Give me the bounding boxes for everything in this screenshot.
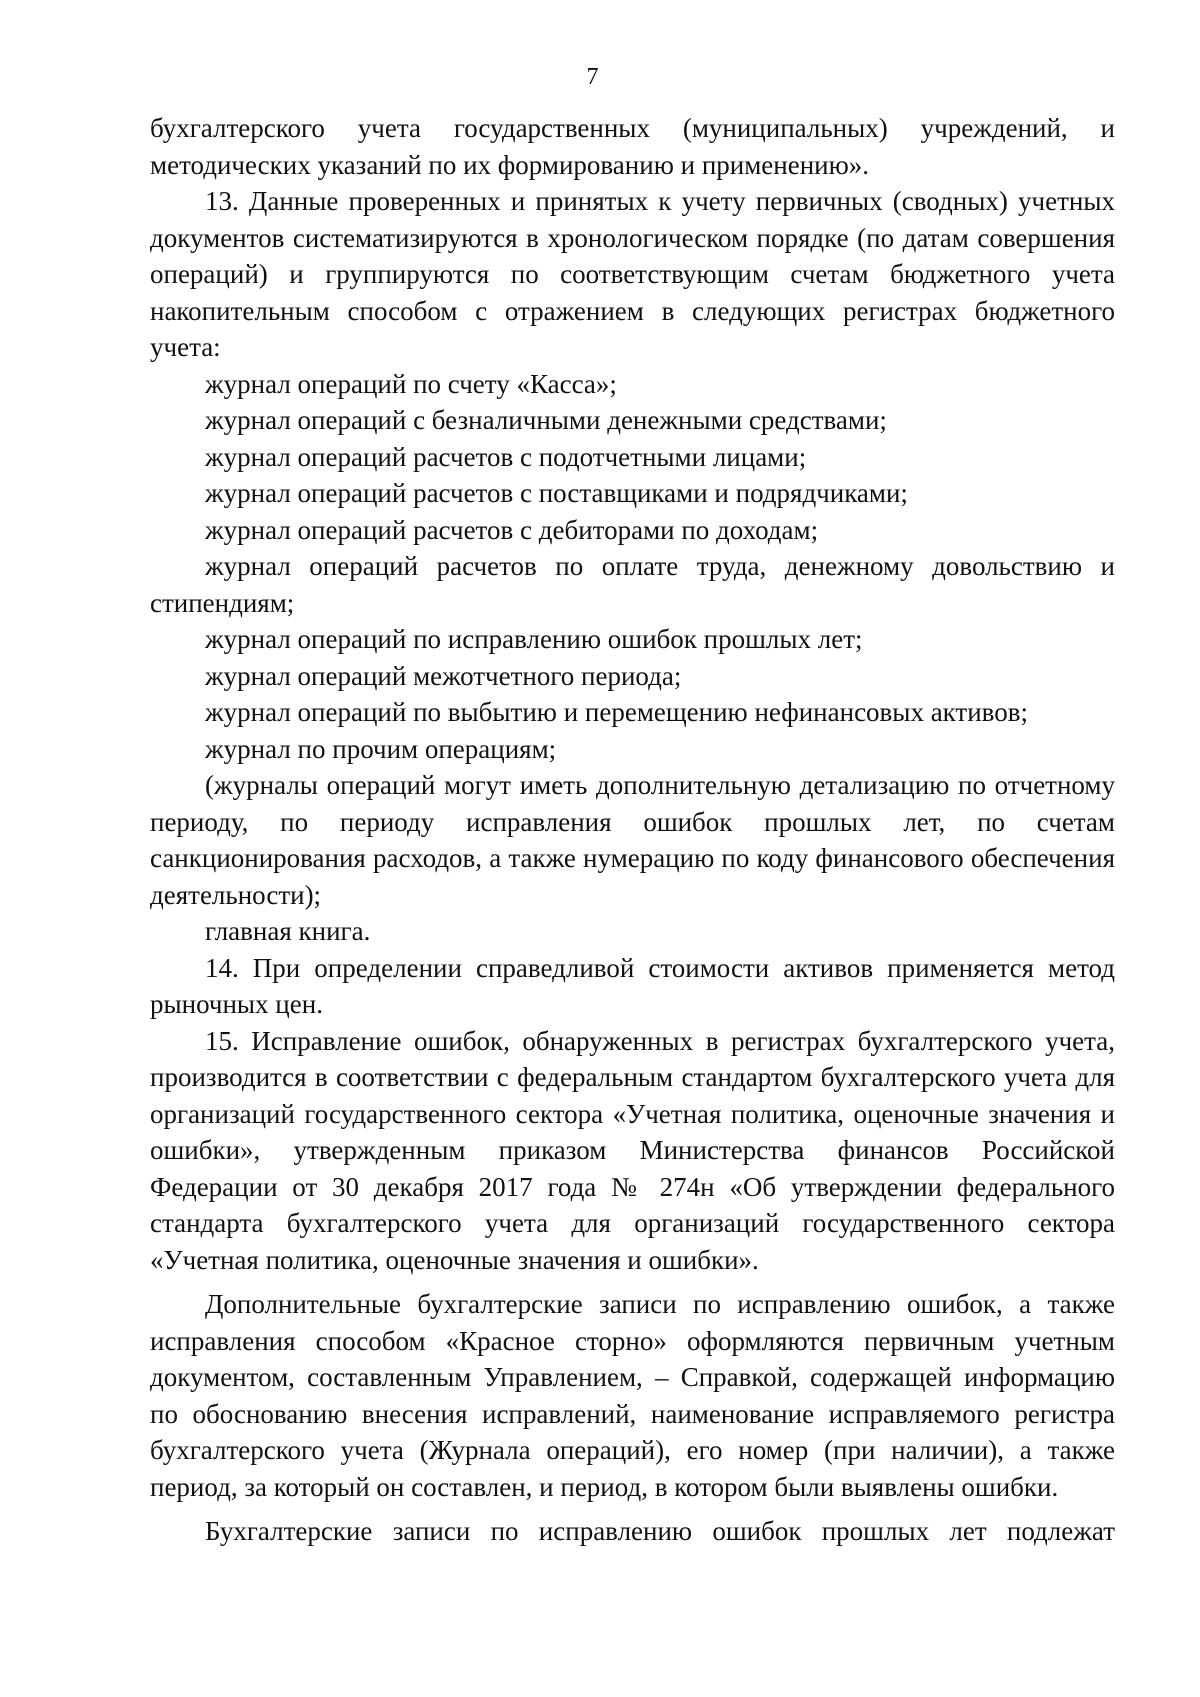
paragraph: бухгалтерского учета государственных (муниципальных) учреждений, и методических указаний по их формированию и применению». [150,113,1115,180]
paragraph: 14. При определении справедливой стоимости активов применяется метод рыночных цен. [150,952,1115,1019]
page-number: 7 [586,64,599,90]
paragraph: журнал операций расчетов по оплате труда, денежному довольствию и стипендиям; [150,551,1115,618]
list-item: журнал операций межотчетного периода; [205,660,682,691]
list-item: журнал операций расчетов с подотчетными лицами; [205,441,807,472]
list-item: журнал операций по исправлению ошибок прошлых лет; [205,624,863,654]
list-item: журнал операций расчетов с поставщиками и подрядчиками; [205,478,908,508]
paragraph: Дополнительные бухгалтерские записи по исправлению ошибок, а также исправления способом «Красное сторно» оформляются первичным учетным документом, составленным Управлением, – Справкой, содержащей информацию по обоснованию внесения исправлений, наименование исправляемого регистра бухгалтерского учета (Журнала операций), его номер (при наличии), а также период, за который он составлен, и период, в котором были выявлены ошибки. [150,1289,1115,1502]
list-item: журнал операций по счету «Касса»; [205,368,617,399]
paragraph: 15. Исправление ошибок, обнаруженных в регистрах бухгалтерского учета, производится в соответствии с федеральным стандартом бухгалтерского учета для организаций государственного сектора «Учетная политика, оценочные значения и ошибки», утвержденным приказом Министерства финансов Российской Федерации от 30 декабря 2017 года № 274н «Об утверждении федерального стандарта бухгалтерского учета для организаций государственного сектора «Учетная политика, оценочные значения и ошибки». [150,1025,1115,1275]
list-item: журнал операций по выбытию и перемещению нефинансовых активов; [205,697,1028,727]
document-body [150,110,1115,1550]
list-item: журнал операций расчетов с дебиторами по доходам; [205,514,819,545]
paragraph: (журналы операций могут иметь дополнительную детализацию по отчетному периоду, по периоду исправления ошибок прошлых лет, по счетам санкционирования расходов, а также нумерацию по коду финансового обеспечения деятельности); [150,770,1115,910]
list-item: журнал операций с безналичными денежными средствами; [205,405,887,435]
paragraph: 13. Данные проверенных и принятых к учету первичных (сводных) учетных документов систематизируются в хронологическом порядке (по датам совершения операций) и группируются по соответствующим счетам бюджетного учета накопительным способом с отражением в следующих регистрах бюджетного учета: [150,186,1115,362]
list-item: журнал по прочим операциям; [205,733,557,764]
list-item: главная книга. [205,916,371,946]
paragraph: Бухгалтерские записи по исправлению ошибок прошлых лет подлежат [205,1516,1115,1546]
